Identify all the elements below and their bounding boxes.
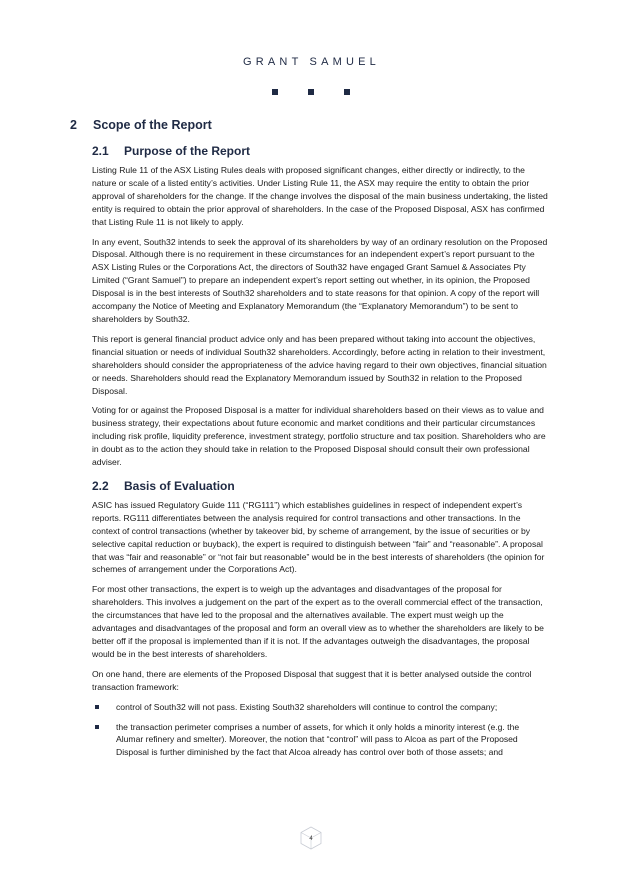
subsection-heading-purpose	[92, 144, 548, 158]
subsection-title: Basis of Evaluation	[124, 478, 235, 493]
header	[0, 56, 623, 68]
brand-squares	[0, 89, 623, 97]
section-heading	[70, 118, 548, 132]
section-number: 2	[70, 118, 77, 132]
paragraph: ASIC has issued Regulatory Guide 111 (“RG111”) which establishes guidelines in respect of independent expert’s reports. RG111 differentiates between the analysis required for control transactions and other transactions. In the context of control transactions (whether by takeover bid, by scheme of arrangement, by the issue of securities or by selective capital reduction or buyback), the expert is required to distinguish between “fair” and “reasonable”. A proposal that was “fair and reasonable” or “not fair but reasonable” would be in the best interests of shareholders (the opinion for schemes of arrangement under the Corporations Act).	[92, 499, 545, 575]
bullet-icon	[95, 705, 99, 709]
footer	[0, 826, 623, 856]
subsection-title: Purpose of the Report	[124, 144, 251, 158]
list-item-text: the transaction perimeter comprises a number of assets, for which it only holds a minority interest (e.g. the Alumar refinery and smelter). Moreover, the notion that “control” will pass to Alcoa as part of the Proposed Disposal is further diminished by the fact that Alcoa already has control over both of those assets; and	[116, 721, 520, 758]
list-item	[92, 701, 548, 714]
subsection-heading-basis	[92, 479, 548, 493]
paragraph: Voting for or against the Proposed Disposal is a matter for individual shareholders based on their views as to value and business strategy, their expectations about future economic and market conditions and their particular circumstances including risk profile, liquidity preference, investment strategy, portfolio structure and tax position. Shareholders who are in doubt as to the action they should take in relation to the Proposed Disposal should consult their own professional adviser.	[92, 405, 546, 468]
subsection-number: 2.2	[92, 478, 109, 493]
square-icon	[344, 89, 350, 95]
section-title: Scope of the Report	[93, 118, 212, 132]
paragraph: Listing Rule 11 of the ASX Listing Rules deals with proposed significant changes, either directly or indirectly, to the nature or scale of a listed entity’s activities. Under Listing Rule 11, the ASX may require the entity to obtain the prior approval of shareholders for the change. If the change involves the disposal of the main business undertaking, the listed entity is required to obtain the prior approval of shareholders. In the case of the Proposed Disposal, ASX has confirmed that Listing Rule 11 is not likely to apply.	[92, 165, 548, 227]
paragraph: On one hand, there are elements of the Proposed Disposal that suggest that it is better analysed outside the control transaction framework:	[92, 668, 532, 692]
subsection-number: 2.1	[92, 144, 109, 158]
bullet-icon	[95, 725, 99, 729]
page-content	[70, 118, 548, 766]
bullet-list	[92, 701, 548, 760]
paragraph: This report is general financial product advice only and has been prepared without taking into account the objectives, financial situation or needs of individual South32 shareholders. Accordingly, before acting in relation to their investment, shareholders should consider the appropriateness of the advice having regard to their own objectives, financial situation or needs. Shareholders should read the Explanatory Memorandum issued by South32 in relation to the Proposed Disposal.	[92, 333, 547, 396]
brand-logo-text: GRANT SAMUEL	[243, 56, 380, 68]
page-number: 4	[309, 836, 313, 842]
square-icon	[308, 89, 314, 95]
list-item-text: control of South32 will not pass. Existing South32 shareholders will continue to control the company;	[116, 701, 498, 712]
square-icon	[272, 89, 278, 95]
list-item	[92, 721, 548, 760]
paragraph: For most other transactions, the expert is to weigh up the advantages and disadvantages of the proposal for shareholders. This involves a judgement on the part of the expert as to the overall commercial effect of the transaction, the circumstances that have led to the proposal and the alternatives available. The expert must weigh up the advantages and disadvantages of the proposal and form an overall view as to whether the shareholders are likely to be better off if the proposal is implemented than if it is not. If the advantages outweigh the disadvantages, the proposal would be in the best interests of shareholders.	[92, 584, 544, 659]
paragraph: In any event, South32 intends to seek the approval of its shareholders by way of an ordinary resolution on the Proposed Disposal. Although there is no requirement in these circumstances for an independent expert’s report pursuant to the ASX Listing Rules or the Corporations Act, the directors of South32 have engaged Grant Samuel & Associates Pty Limited (“Grant Samuel”) to prepare an independent expert’s report setting out whether, in its opinion, the Proposed Disposal is in the best interests of South32 shareholders and to state reasons for that opinion. A copy of the report will accompany the Notice of Meeting and Explanatory Memorandum (the “Explanatory Memorandum”) to be sent to shareholders by South32.	[92, 236, 548, 324]
